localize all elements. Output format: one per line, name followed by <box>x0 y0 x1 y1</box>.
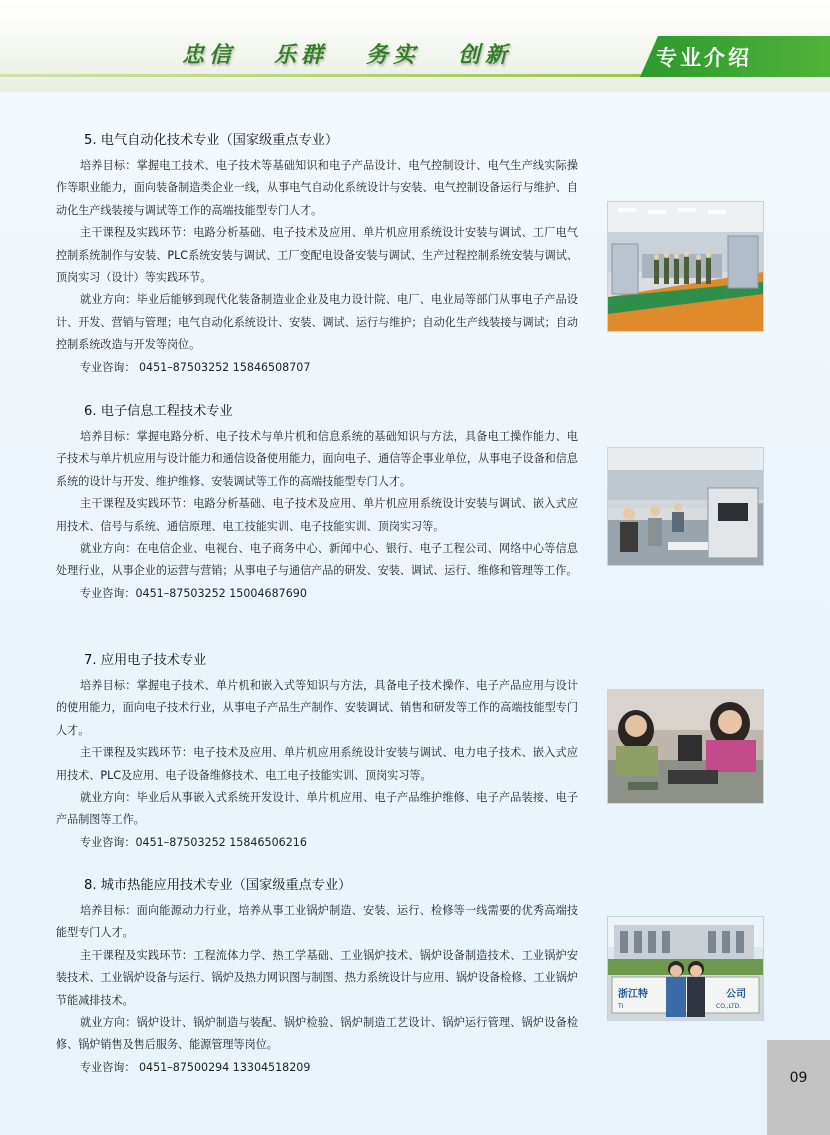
major-contact: 专业咨询：0451–87503252 15846506216 <box>80 835 307 849</box>
section-title: 专业介绍 <box>656 46 752 70</box>
page-number: 09 <box>789 1070 808 1086</box>
major-title: 8. 城市热能应用技术专业（国家级重点专业） <box>84 878 352 893</box>
major-title: 6. 电子信息工程技术专业 <box>84 404 233 419</box>
page-number-box <box>767 1040 830 1135</box>
motto-word: 务实 <box>366 42 421 68</box>
major-section-6 <box>56 403 578 605</box>
workshop-photo-image <box>608 202 763 331</box>
sign-text: CO.,LTD. <box>716 1003 742 1010</box>
workshop-photo <box>607 201 764 332</box>
major-section-5 <box>56 132 578 379</box>
major-jobs: 就业方向：在电信企业、电视台、电子商务中心、新闻中心、银行、电子工程公司、网络中心等信息处理行业，从事企业的运营与营销；从事电子与通信产品的研发、安装、调试、运行、维修和管理等工作。 <box>56 542 578 578</box>
major-contact: 专业咨询： 0451–87503252 15846508707 <box>80 360 311 374</box>
major-goal: 培养目标：掌握电路分析、电子技术与单片机和信息系统的基础知识与方法，具备电工操作能力、电子技术与单片机应用与设计能力和通信设备使用能力，面向电子、通信等企事业单位，从事电子设备和信息系统的设计与开发、维护维修、安装调试等工作的高端技能型专门人才。 <box>56 430 578 488</box>
company-gate-photo <box>607 916 764 1021</box>
major-goal: 培养目标：掌握电子技术、单片机和嵌入式等知识与方法，具备电子技术操作、电子产品应用与设计的使用能力，面向电子技术行业，从事电子产品生产制作、安装调试、销售和研发等工作的高端技能型专门人才。 <box>56 679 578 737</box>
major-courses: 主干课程及实践环节：电路分析基础、电子技术及应用、单片机应用系统设计安装与调试、工厂电气控制系统制作与安装、PLC系统安装与调试、工厂变配电设备安装与调试、生产过程控制系统安装与调试、顶岗实习（设计）等实践环节。 <box>56 226 578 285</box>
major-section-8 <box>56 877 578 1079</box>
soldering-lab-photo-image <box>608 690 763 803</box>
major-jobs: 就业方向：毕业后能够到现代化装备制造业企业及电力设计院、电厂、电业局等部门从事电子产品设计、开发、营销与管理；电气自动化系统设计、安装、调试、运行与维护；自动化生产线装接与调试；自动控制系统改造与开发等岗位。 <box>56 293 578 352</box>
sign-text: TI <box>618 1003 624 1010</box>
soldering-lab-photo <box>607 689 764 804</box>
motto-word: 创新 <box>458 42 513 68</box>
sign-text: 公司 <box>726 989 746 1000</box>
major-goal: 培养目标：掌握电工技术、电子技术等基础知识和电子产品设计、电气控制设计、电气生产线实际操作等职业能力，面向装备制造类企业一线，从事电气自动化系统设计与安装、电气控制设备运行与维护、自动化生产线装接与调试等工作的高端技能型专门人才。 <box>56 159 578 217</box>
electronics-lab-photo-image <box>608 448 763 565</box>
major-courses: 主干课程及实践环节：电路分析基础、电子技术及应用、单片机应用系统设计安装与调试、嵌入式应用技术、信号与系统、通信原理、电工技能实训、电子技能实训、顶岗实习等。 <box>56 497 578 533</box>
major-goal: 培养目标：面向能源动力行业，培养从事工业锅炉制造、安装、运行、检修等一线需要的优秀高端技能型专门人才。 <box>56 904 578 940</box>
header-divider <box>0 74 650 77</box>
major-courses: 主干课程及实践环节：电子技术及应用、单片机应用系统设计安装与调试、电力电子技术、嵌入式应用技术、PLC及应用、电子设备维修技术、电工电子技能实训、顶岗实习等。 <box>56 746 578 782</box>
motto-word: 乐群 <box>274 42 329 68</box>
company-gate-photo-image <box>608 917 763 1020</box>
major-courses: 主干课程及实践环节：工程流体力学、热工学基础、工业锅炉技术、锅炉设备制造技术、工业锅炉安装技术、工业锅炉设备与运行、锅炉及热力网识图与制图、热力系统设计与应用、锅炉设备检修、工业锅炉节能减排技术。 <box>56 948 578 1007</box>
major-section-7 <box>56 652 578 854</box>
school-motto <box>182 38 550 69</box>
electronics-lab-photo <box>607 447 764 566</box>
major-title: 7. 应用电子技术专业 <box>84 653 207 668</box>
major-title: 5. 电气自动化技术专业（国家级重点专业） <box>84 133 339 148</box>
page-header <box>0 0 830 92</box>
sign-text: 浙江特 <box>618 989 648 1000</box>
major-jobs: 就业方向：毕业后从事嵌入式系统开发设计、单片机应用、电子产品维护维修、电子产品装接、电子产品制图等工作。 <box>56 791 578 827</box>
major-contact: 专业咨询： 0451–87500294 13304518209 <box>80 1060 311 1074</box>
motto-word: 忠信 <box>182 42 237 68</box>
major-jobs: 就业方向：锅炉设计、锅炉制造与装配、锅炉检验、锅炉制造工艺设计、锅炉运行管理、锅炉设备检修、锅炉销售及售后服务、能源管理等岗位。 <box>56 1016 578 1052</box>
major-contact: 专业咨询：0451–87503252 15004687690 <box>80 586 307 600</box>
